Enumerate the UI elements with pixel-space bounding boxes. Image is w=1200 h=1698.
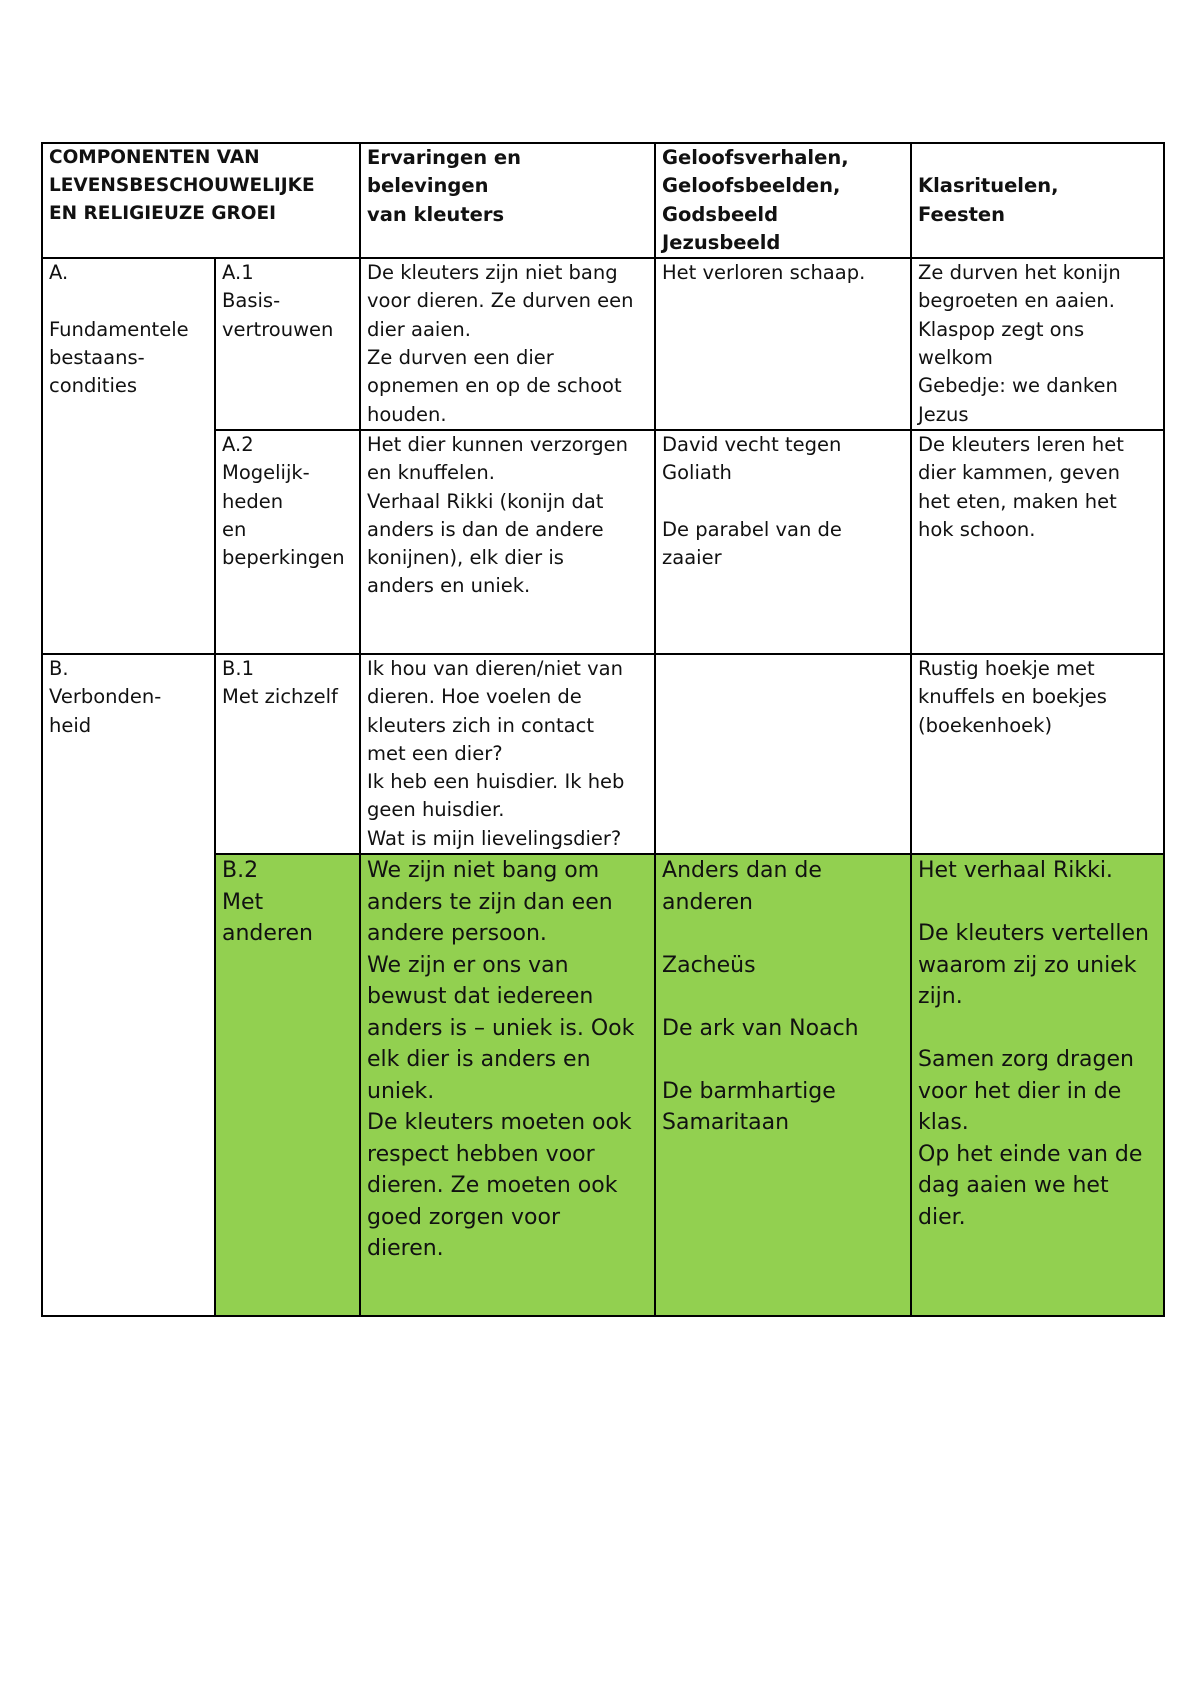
cell-a2-sub-text: A.2 Mogelijk- heden en beperkingen bbox=[222, 432, 345, 570]
cell-b2-faith-stories bbox=[655, 854, 911, 1316]
cell-b2-experiences-text: We zijn niet bang om anders te zijn dan een andere persoon. We zijn er ons van bewust dat iedereen anders is – uniek is. Ook elk dier is anders en uniek. De kleuters moeten ook respect hebben voor dieren. Ze moeten ook goed zorgen voor dieren. bbox=[367, 858, 635, 1262]
cell-b-main-text: B. Verbonden- heid bbox=[49, 656, 162, 737]
header-rituals-text: Klasrituelen, Feesten bbox=[918, 174, 1059, 226]
curriculum-table bbox=[41, 142, 1165, 1317]
cell-a1-sub bbox=[215, 258, 360, 430]
cell-a1-rituals bbox=[911, 258, 1164, 430]
header-rituals bbox=[911, 143, 1164, 258]
cell-b1-sub bbox=[215, 654, 360, 854]
table-row-b1 bbox=[42, 654, 1164, 854]
cell-b2-faith-stories-text: Anders dan de anderen Zacheüs De ark van Noach De barmhartige Samaritaan bbox=[662, 858, 859, 1136]
header-experiences-text: Ervaringen en belevingen van kleuters bbox=[367, 146, 521, 226]
cell-a2-rituals bbox=[911, 430, 1164, 654]
cell-b2-experiences bbox=[360, 854, 655, 1316]
cell-b1-sub-text: B.1 Met zichzelf bbox=[222, 656, 338, 709]
cell-a2-faith-stories bbox=[655, 430, 911, 654]
header-faith-stories-text: Geloofsverhalen, Geloofsbeelden, Godsbeeld Jezusbeeld bbox=[662, 146, 849, 254]
cell-a-main-text: A. Fundamentele bestaans- condities bbox=[49, 261, 189, 398]
cell-a1-experiences-text: De kleuters zijn niet bang voor dieren. Ze durven een dier aaien. Ze durven een dier opnemen en op de schoot houden. bbox=[367, 261, 634, 426]
cell-a1-rituals-text: Ze durven het konijn begroeten en aaien. Klaspop zegt ons welkom Gebedje: we danken Jezus bbox=[918, 261, 1121, 426]
cell-a1-experiences bbox=[360, 258, 655, 430]
header-components-text: COMPONENTEN VAN LEVENSBESCHOUWELIJKE EN RELIGIEUZE GROEI bbox=[49, 147, 315, 224]
cell-b1-rituals bbox=[911, 654, 1164, 854]
cell-a1-sub-text: A.1 Basis- vertrouwen bbox=[222, 261, 334, 341]
cell-b2-sub bbox=[215, 854, 360, 1316]
cell-a2-sub bbox=[215, 430, 360, 654]
header-experiences bbox=[360, 143, 655, 258]
header-components bbox=[42, 143, 360, 258]
cell-a-main bbox=[42, 258, 215, 654]
cell-b1-rituals-text: Rustig hoekje met knuffels en boekjes (boekenhoek) bbox=[918, 656, 1107, 737]
header-faith-stories bbox=[655, 143, 911, 258]
cell-b2-sub-text: B.2 Met anderen bbox=[222, 858, 313, 947]
cell-b1-experiences bbox=[360, 654, 655, 854]
cell-b1-faith-stories bbox=[655, 654, 911, 854]
header-row bbox=[42, 143, 1164, 258]
cell-b2-rituals-text: Het verhaal Rikki. De kleuters vertellen waarom zij zo uniek zijn. Samen zorg dragen voor het dier in de klas. Op het einde van de dag aaien we het dier. bbox=[918, 858, 1149, 1230]
cell-b2-rituals bbox=[911, 854, 1164, 1316]
table-row-a1 bbox=[42, 258, 1164, 430]
cell-a1-faith-stories bbox=[655, 258, 911, 430]
cell-b1-experiences-text: Ik hou van dieren/niet van dieren. Hoe voelen de kleuters zich in contact met een dier? Ik heb een huisdier. Ik heb geen huisdier. Wat is mijn lievelingsdier? bbox=[367, 656, 625, 850]
cell-b-main bbox=[42, 654, 215, 1316]
cell-a2-faith-stories-text: David vecht tegen Goliath De parabel van de zaaier bbox=[662, 432, 842, 570]
cell-a2-experiences bbox=[360, 430, 655, 654]
cell-a1-faith-stories-text: Het verloren schaap. bbox=[662, 261, 866, 285]
cell-a2-experiences-text: Het dier kunnen verzorgen en knuffelen. Verhaal Rikki (konijn dat anders is dan de andere konijnen), elk dier is anders en uniek. bbox=[367, 432, 628, 598]
cell-a2-rituals-text: De kleuters leren het dier kammen, geven het eten, maken het hok schoon. bbox=[918, 432, 1124, 541]
